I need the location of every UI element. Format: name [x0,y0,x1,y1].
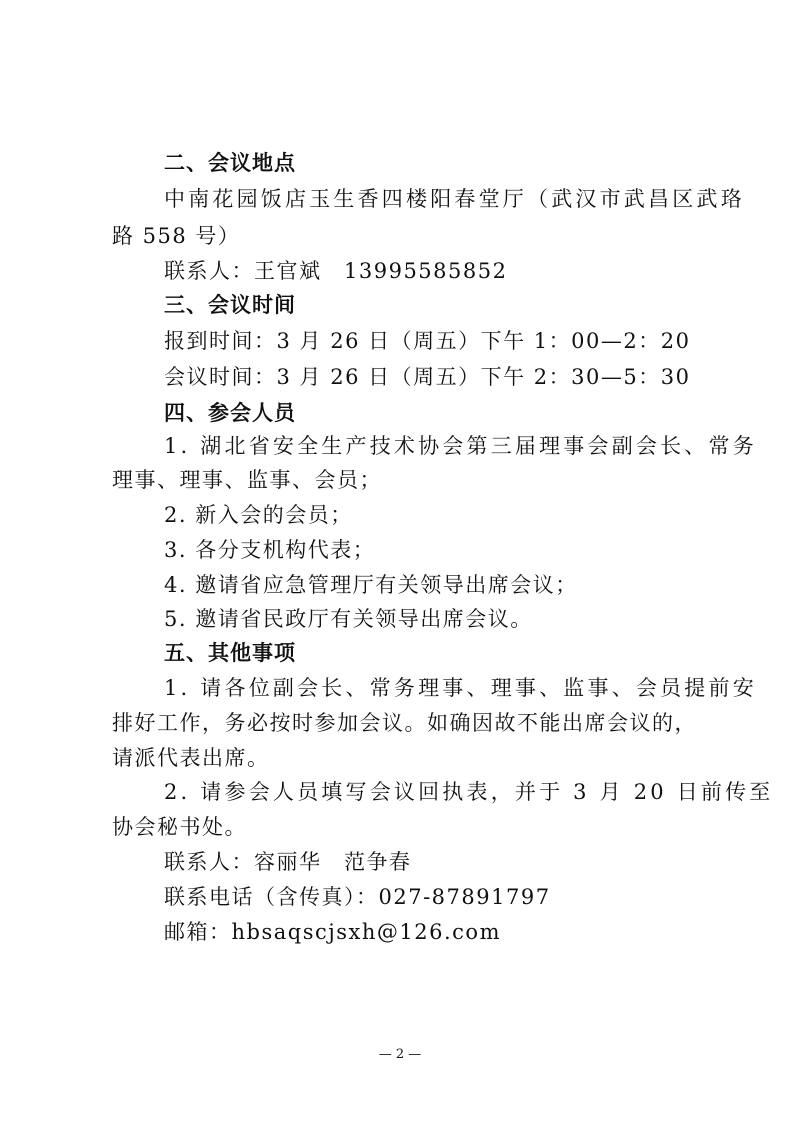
venue-contact: 联系人：王官斌 13995585852 [164,259,508,283]
other-item-1-line1: 1. 请各位副会长、常务理事、理事、监事、会员提前安 [164,676,757,700]
secretariat-email: 邮箱：hbsaqscjsxh@126.com [164,920,501,944]
attendee-item-5: 5. 邀请省民政厅有关领导出席会议。 [164,607,533,631]
meeting-time: 会议时间：3 月 26 日（周五）下午 2：30—5：30 [164,365,691,389]
attendee-item-1-line1: 1. 湖北省安全生产技术协会第三届理事会副会长、常务 [164,434,757,458]
checkin-time: 报到时间：3 月 26 日（周五）下午 1：00—2：20 [164,329,691,353]
other-item-1-line3: 请派代表出席。 [112,746,270,770]
section-heading-time: 三、会议时间 [164,293,296,317]
secretariat-phone: 联系电话（含传真）：027-87891797 [164,885,551,909]
section-heading-venue: 二、会议地点 [164,151,296,175]
attendee-item-2: 2. 新入会的会员； [164,503,353,527]
venue-address-line1: 中南花园饭店玉生香四楼阳春堂厅（武汉市武昌区武珞 [164,187,745,211]
section-heading-other: 五、其他事项 [164,641,296,665]
attendee-item-1-line2: 理事、理事、监事、会员； [112,468,382,492]
venue-address-line2: 路 558 号） [112,224,241,248]
other-item-1-line2: 排好工作，务必按时参加会议。如确因故不能出席会议的， [112,711,697,735]
secretariat-contact: 联系人：容丽华 范争春 [164,850,412,874]
attendee-item-4: 4. 邀请省应急管理厅有关领导出席会议； [164,573,578,597]
attendee-item-3: 3. 各分支机构代表； [164,538,376,562]
other-item-2-line1: 2. 请参会人员填写会议回执表，并于 3 月 20 日前传至 [164,780,774,804]
other-item-2-line2: 协会秘书处。 [112,815,247,839]
page-number: — 2 — [378,1047,422,1062]
section-heading-attendees: 四、参会人员 [164,401,296,425]
